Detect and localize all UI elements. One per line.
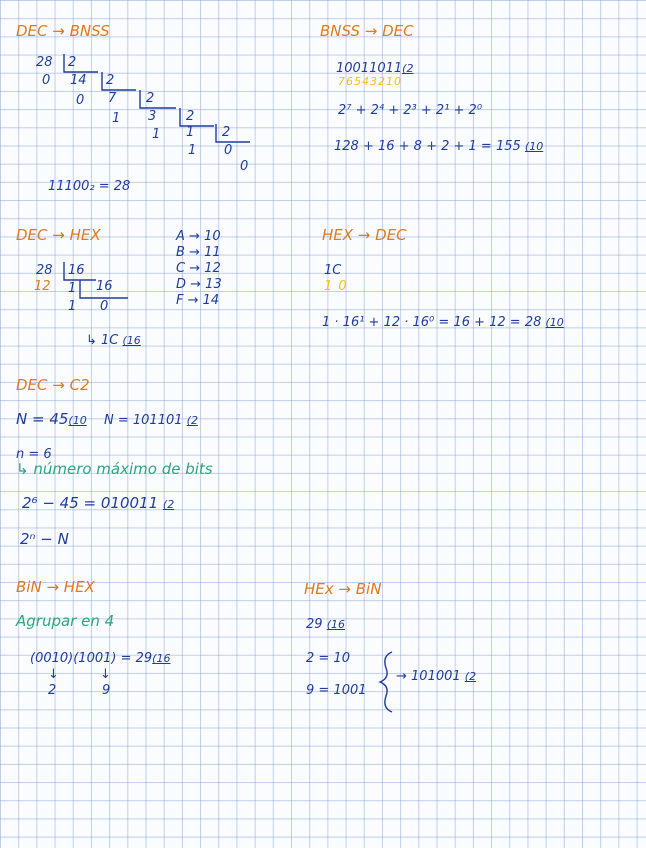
max-bits-note: ↳ número máximo de bits xyxy=(16,460,213,478)
c2-formula: 2ⁿ − N xyxy=(20,530,69,548)
curly-brace xyxy=(380,652,392,712)
heading-bnss-dec: BNSS → DEC xyxy=(320,22,414,40)
hex-bin-result: → 101001 (2 xyxy=(396,669,477,684)
hex-digit: 2 xyxy=(48,683,57,698)
remainder: 0 xyxy=(76,93,85,108)
heading-dec-c2: DEC → C2 xyxy=(16,376,90,394)
remainder: 1 xyxy=(188,143,197,158)
n-binary: N = 101101 (2 xyxy=(104,413,198,428)
hex-divisor: 16 xyxy=(68,263,85,278)
divisor: 2 xyxy=(106,73,115,88)
divisor: 2 xyxy=(68,55,77,70)
bnss-result: 11100₂ = 28 xyxy=(48,179,131,194)
hex-table-row: D → 13 xyxy=(176,277,222,292)
heading-bin-hex: BiN → HEX xyxy=(16,578,95,596)
heading-hex-dec: HEX → DEC xyxy=(322,226,407,244)
quotient: 14 xyxy=(70,73,87,88)
n-decimal: N = 45(10 xyxy=(16,410,87,428)
hex-expansion: 1 · 16¹ + 12 · 16⁰ = 16 + 12 = 28 (10 xyxy=(322,315,564,330)
hex-source: 29 (16 xyxy=(306,617,345,632)
divisor: 2 xyxy=(146,91,155,106)
binary-number: 10011011(2 xyxy=(336,61,414,76)
bit-positions: 76543210 xyxy=(338,75,402,88)
decimal-sum: 128 + 16 + 8 + 2 + 1 = 155 (10 xyxy=(334,139,544,154)
quotient: 0 xyxy=(224,143,233,158)
quotient: 7 xyxy=(108,91,117,106)
quotient: 1 xyxy=(186,125,195,140)
power-expansion: 2⁷ + 2⁴ + 2³ + 2¹ + 2⁰ xyxy=(338,103,483,118)
down-arrow-icon: ↓ xyxy=(100,667,111,682)
binary-groups: (0010)(1001) = 29(16 xyxy=(30,651,171,666)
hex-table-row: F → 14 xyxy=(176,293,220,308)
hex-positions: 1 0 xyxy=(324,279,348,294)
hex-quotient-2: 0 xyxy=(100,299,109,314)
divisor: 2 xyxy=(186,109,195,124)
hex-divisor-2: 16 xyxy=(96,279,113,294)
hex-table-row: C → 12 xyxy=(176,261,221,276)
c2-calculation: 2⁶ − 45 = 010011 (2 xyxy=(22,494,175,512)
heading-dec-bnss: DEC → BNSS xyxy=(16,22,110,40)
hex-value: 1C xyxy=(324,263,342,278)
hex-table-row: A → 10 xyxy=(176,229,221,244)
hex-result: ↳ 1C (16 xyxy=(86,333,141,348)
down-arrow-icon: ↓ xyxy=(48,667,59,682)
divisor: 2 xyxy=(222,125,231,140)
remainder: 0 xyxy=(42,73,51,88)
remainder: 0 xyxy=(240,159,249,174)
hex-remainder: 12 xyxy=(34,279,51,294)
hex-digit-2: 2 = 10 xyxy=(306,651,350,666)
n-bits: n = 6 xyxy=(16,447,52,462)
hex-table-row: B → 11 xyxy=(176,245,221,260)
quotient: 3 xyxy=(148,109,157,124)
hex-digit-9: 9 = 1001 xyxy=(306,683,367,698)
dividend-28: 28 xyxy=(36,55,53,70)
heading-hex-bin: HEx → BiN xyxy=(304,580,382,598)
heading-dec-hex: DEC → HEX xyxy=(16,226,101,244)
hex-digit: 9 xyxy=(102,683,111,698)
group-instruction: Agrupar en 4 xyxy=(16,612,115,630)
remainder: 1 xyxy=(112,111,121,126)
hex-dividend: 28 xyxy=(36,263,53,278)
hex-remainder-2: 1 xyxy=(68,299,77,314)
hex-quotient: 1 xyxy=(68,281,77,296)
remainder: 1 xyxy=(152,127,161,142)
